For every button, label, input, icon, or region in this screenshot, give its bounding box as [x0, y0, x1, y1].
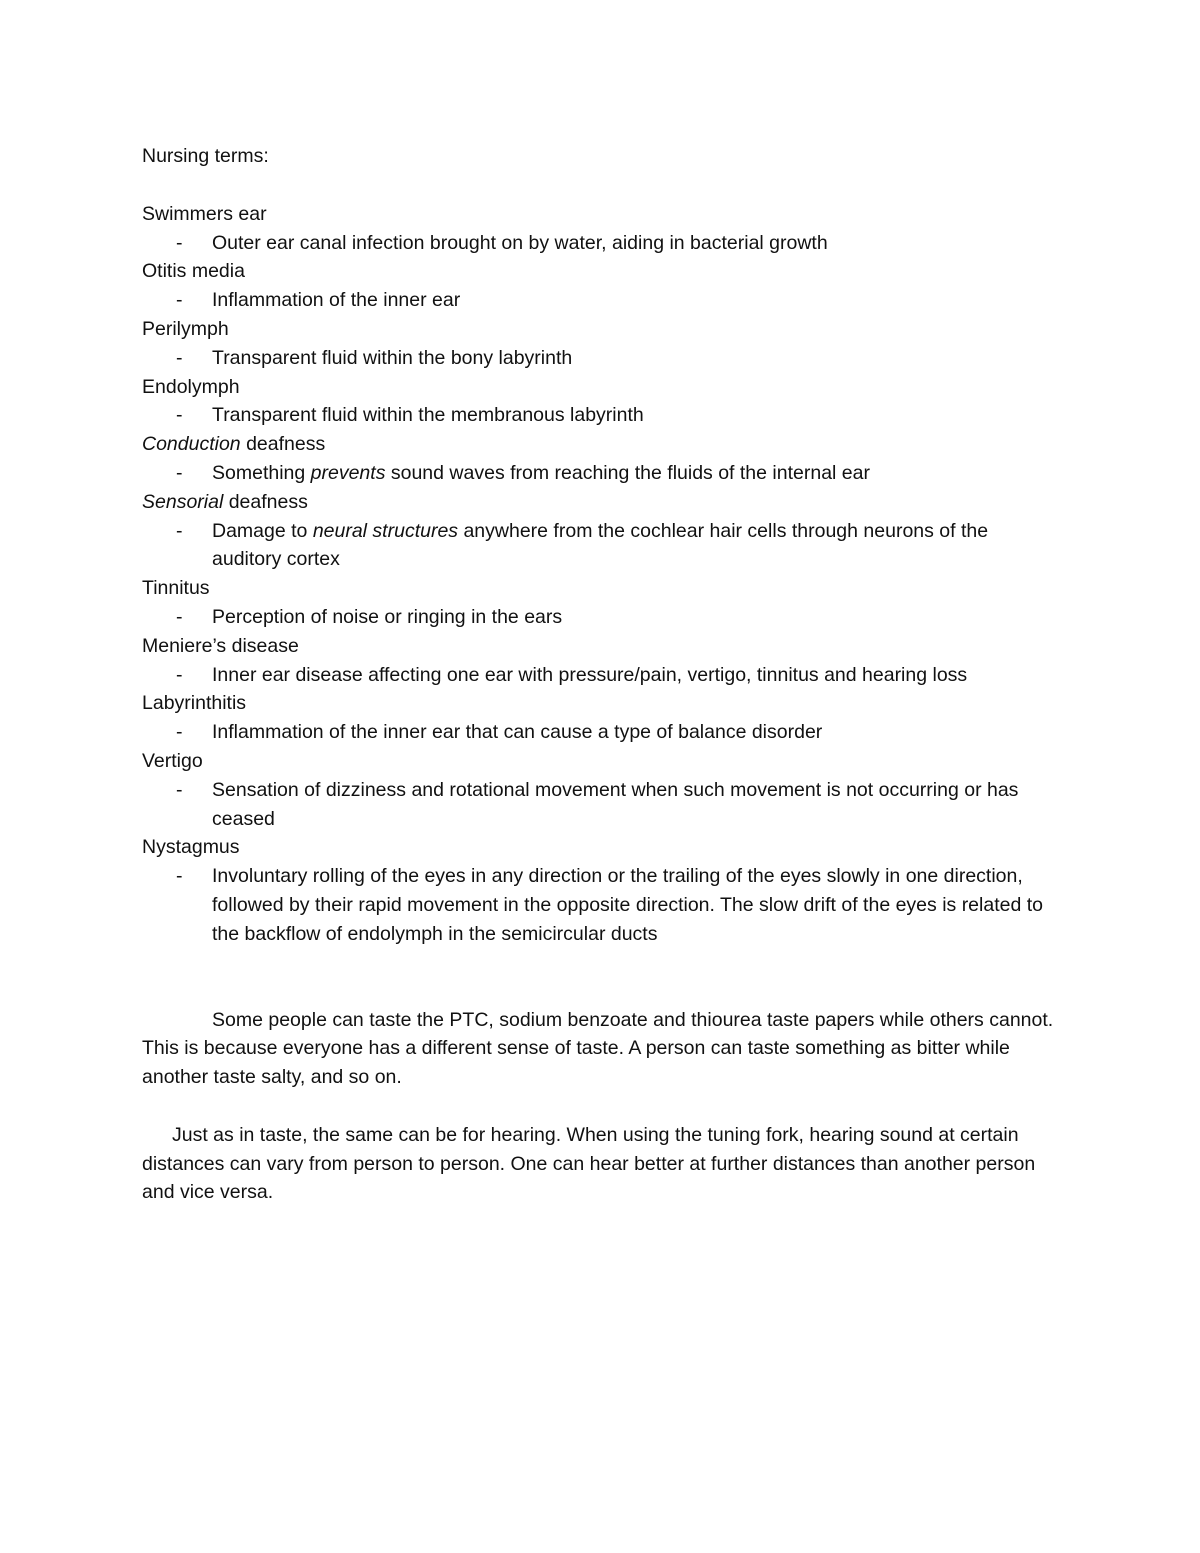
term-tinnitus	[142, 574, 1062, 603]
definition-text	[212, 661, 1062, 690]
term-text: Perilymph	[142, 317, 229, 340]
definition-text	[212, 401, 1062, 430]
term-text: deafness	[240, 433, 326, 456]
definition-segment: Outer ear canal infection brought on by water, aiding in bacterial growth	[212, 231, 828, 254]
term-otitis-media	[142, 257, 1062, 286]
definition-segment: Sensation of dizziness and rotational movement when such movement is not occurring or has ceased	[212, 778, 1019, 830]
definition-segment: anywhere from the cochlear hair cells through neurons of the auditory cortex	[212, 519, 989, 571]
term-swimmers-ear	[142, 200, 1062, 229]
definition-swimmers-ear	[142, 229, 1062, 258]
definition-text	[212, 229, 1062, 258]
term-nystagmus	[142, 833, 1062, 862]
term-text-italic: Conduction	[142, 433, 241, 456]
term-endolymph	[142, 373, 1062, 402]
term-text: Swimmers ear	[142, 202, 267, 225]
definition-perilymph	[142, 344, 1062, 373]
term-sensorial-deafness	[142, 488, 1062, 517]
definition-segment: Damage to	[212, 519, 313, 542]
bullet-dash: -	[176, 289, 183, 312]
bullet-dash: -	[176, 605, 183, 628]
definition-segment: Transparent fluid within the bony labyrinth	[212, 346, 573, 369]
definition-sensorial-deafness	[142, 517, 1062, 575]
definition-segment: Involuntary rolling of the eyes in any direction or the trailing of the eyes slowly in one direction, followed by their rapid movement in the opposite direction. The slow drift of the eyes is related to the backflow of endolymph in the semicircular ducts	[212, 865, 1043, 945]
definition-segment: sound waves from reaching the fluids of the internal ear	[385, 461, 870, 484]
definition-text	[212, 286, 1062, 315]
definition-otitis-media	[142, 286, 1062, 315]
term-text: Tinnitus	[142, 577, 210, 600]
term-text: Nystagmus	[142, 836, 240, 859]
definition-nystagmus	[142, 862, 1062, 948]
term-text: Endolymph	[142, 375, 240, 398]
definition-segment: Inner ear disease affecting one ear with pressure/pain, vertigo, tinnitus and hearing loss	[212, 663, 968, 686]
definition-vertigo	[142, 776, 1062, 834]
definition-segment: Transparent fluid within the membranous labyrinth	[212, 404, 644, 427]
definition-segment: Perception of noise or ringing in the ears	[212, 605, 563, 628]
hearing-paragraph: Just as in taste, the same can be for hearing. When using the tuning fork, hearing sound at certain distances can vary from person to person. One can hear better at further distances than another person and vice versa.	[142, 1123, 1036, 1204]
bullet-dash: -	[176, 404, 183, 427]
section-spacer	[142, 949, 1062, 1006]
bullet-dash: -	[176, 519, 183, 542]
bullet-dash: -	[176, 778, 183, 801]
bullet-dash: -	[176, 663, 183, 686]
term-text-italic: Sensorial	[142, 490, 224, 513]
definition-text	[212, 603, 1062, 632]
taste-paragraph: Some people can taste the PTC, sodium benzoate and thiourea taste papers while others cannot. This is because everyone has a different sense of taste. A person can taste something as bitter while another taste salty, and so on.	[142, 1008, 1054, 1089]
definition-text	[212, 517, 1062, 575]
definition-text	[212, 344, 1062, 373]
term-text: deafness	[223, 490, 308, 513]
bullet-dash: -	[176, 721, 183, 744]
page-heading: Nursing terms:	[142, 145, 269, 167]
term-menieres-disease	[142, 632, 1062, 661]
bullet-dash: -	[176, 346, 183, 369]
definition-emphasis: prevents	[310, 461, 386, 484]
bullet-dash: -	[176, 865, 183, 888]
definition-menieres-disease	[142, 661, 1062, 690]
term-conduction-deafness	[142, 430, 1062, 459]
definition-segment: Inflammation of the inner ear	[212, 289, 461, 312]
definition-segment: Inflammation of the inner ear that can cause a type of balance disorder	[212, 721, 823, 744]
term-text: Labyrinthitis	[142, 692, 247, 715]
bullet-dash: -	[176, 231, 183, 254]
definition-segment: Something	[212, 461, 311, 484]
definition-text	[212, 862, 1062, 948]
document-content	[142, 142, 1062, 1207]
definition-text	[212, 459, 1062, 488]
definition-text	[212, 718, 1062, 747]
term-vertigo	[142, 747, 1062, 776]
term-text: Otitis media	[142, 260, 245, 283]
term-labyrinthitis	[142, 689, 1062, 718]
term-text: Vertigo	[142, 749, 203, 772]
bullet-dash: -	[176, 461, 183, 484]
term-perilymph	[142, 315, 1062, 344]
term-text: Meniere’s disease	[142, 634, 299, 657]
definition-labyrinthitis	[142, 718, 1062, 747]
definition-endolymph	[142, 401, 1062, 430]
definition-conduction-deafness	[142, 459, 1062, 488]
definition-tinnitus	[142, 603, 1062, 632]
definition-emphasis: neural structures	[312, 519, 459, 542]
definition-text	[212, 776, 1062, 834]
